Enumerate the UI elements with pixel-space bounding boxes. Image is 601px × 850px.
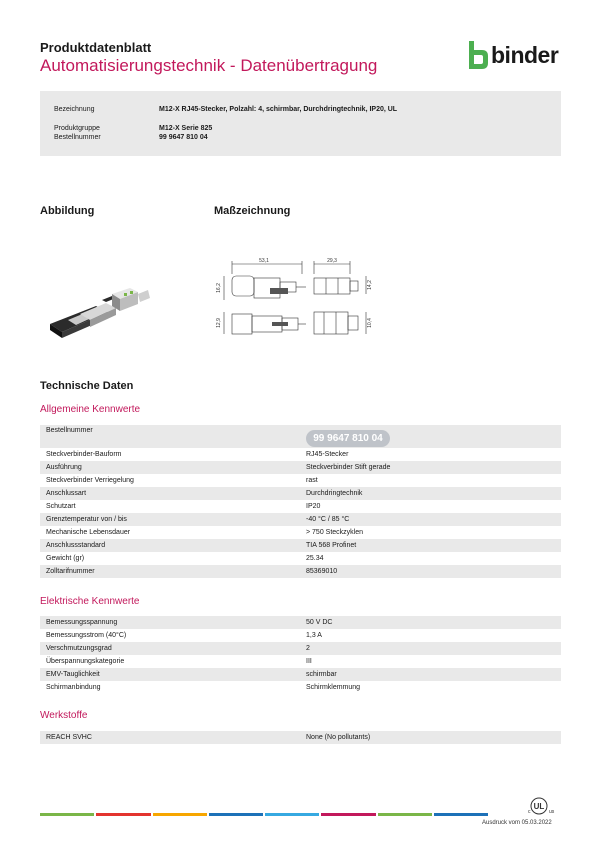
order-number-badge: 99 9647 810 04 (306, 430, 390, 447)
row-label: Anschlussart (46, 490, 87, 497)
designation-label: Bezeichnung (54, 106, 95, 113)
row-value: schirmbar (306, 671, 337, 678)
dim-bottom-left: 12,9 (216, 318, 222, 328)
row-label: EMV-Tauglichkeit (46, 671, 100, 678)
logo-wordmark: binder (491, 42, 559, 68)
dim-height-right: 14,2 (367, 280, 373, 290)
color-bar-segment (153, 813, 207, 816)
product-info-box (40, 91, 561, 156)
color-bar-segment (434, 813, 488, 816)
table-row (40, 448, 561, 461)
document-title: Automatisierungstechnik - Datenübertragung (40, 56, 378, 75)
table-row (40, 655, 561, 668)
svg-text:c: c (528, 809, 531, 815)
row-value: -40 °C / 85 °C (306, 516, 350, 523)
row-value: Durchdringtechnik (306, 490, 363, 497)
dim-bottom-right: 10,4 (367, 318, 373, 328)
figure-heading: Abbildung (40, 205, 95, 217)
row-label: Mechanische Lebensdauer (46, 529, 131, 536)
row-label: Anschlussstandard (46, 542, 106, 549)
electrical-section-title: Elektrische Kennwerte (40, 596, 140, 607)
dimension-drawing (214, 254, 374, 346)
table-row (40, 616, 561, 629)
table-row (40, 513, 561, 526)
dim-height-left: 16,2 (216, 283, 222, 293)
row-value: > 750 Steckzyklen (306, 529, 364, 536)
row-label: Schirmanbindung (46, 684, 101, 691)
table-row (40, 552, 561, 565)
row-label: Schutzart (46, 503, 76, 510)
row-label: Bemessungsstrom (40°C) (46, 632, 127, 639)
general-section-title: Allgemeine Kennwerte (40, 404, 141, 415)
color-bar-segment (321, 813, 375, 816)
technical-data-heading: Technische Daten (40, 380, 134, 392)
group-label: Produktgruppe (54, 125, 100, 132)
row-label: Zolltarifnummer (46, 568, 95, 575)
row-value: None (No pollutants) (306, 734, 371, 741)
dim-width-top: 29,3 (327, 258, 337, 264)
order-value: 99 9647 810 04 (159, 134, 208, 141)
row-value: 2 (306, 645, 310, 652)
binder-logo (468, 40, 568, 72)
dim-length: 53,1 (259, 258, 269, 264)
color-bar-segment (378, 813, 432, 816)
general-table (40, 448, 561, 578)
color-bar-segment (209, 813, 263, 816)
table-row (40, 642, 561, 655)
materials-section-title: Werkstoffe (40, 710, 88, 721)
document-type: Produktdatenblatt (40, 40, 152, 55)
svg-text:us: us (549, 809, 555, 815)
group-value: M12-X Serie 825 (159, 125, 213, 132)
electrical-table (40, 616, 561, 694)
table-row (40, 731, 561, 744)
row-label: Steckverbinder-Bauform (46, 451, 122, 458)
color-bar-segment (265, 813, 319, 816)
row-value: Schirmklemmung (306, 684, 361, 691)
table-row (40, 681, 561, 694)
row-value: rast (306, 477, 318, 484)
row-label: Grenztemperatur von / bis (46, 516, 127, 523)
table-row (40, 565, 561, 578)
row-label: Bemessungsspannung (46, 619, 118, 626)
row-value: III (306, 658, 312, 665)
drawing-heading: Maßzeichnung (214, 205, 291, 217)
table-row (40, 629, 561, 642)
table-row (40, 487, 561, 500)
row-label: Gewicht (gr) (46, 555, 85, 562)
ul-certification-icon (525, 797, 561, 815)
row-value: Steckverbinder Stift gerade (306, 464, 391, 471)
order-number-row (40, 425, 561, 448)
row-value: 85369010 (306, 568, 338, 575)
row-label: REACH SVHC (46, 734, 92, 741)
row-label: Ausführung (46, 464, 82, 471)
table-row (40, 668, 561, 681)
row-value: IP20 (306, 503, 321, 510)
color-bar-segment (96, 813, 150, 816)
row-label: Überspannungskategorie (46, 658, 125, 665)
row-value: RJ45-Stecker (306, 451, 349, 458)
row-value: 1,3 A (306, 632, 322, 639)
print-date: Ausdruck vom 05.03.2022 (482, 820, 552, 826)
footer-color-bar (40, 813, 490, 816)
designation-value: M12-X RJ45-Stecker, Polzahl: 4, schirmbar, Durchdringtechnik, IP20, UL (159, 106, 398, 113)
materials-table (40, 731, 561, 744)
row-value: 25.34 (306, 555, 324, 562)
row-label: Verschmutzungsgrad (46, 645, 112, 652)
binder-logo-icon (468, 40, 490, 70)
table-row (40, 539, 561, 552)
row-value: 50 V DC (306, 619, 333, 626)
table-row (40, 526, 561, 539)
order-number-label: Bestellnummer (46, 427, 93, 434)
table-row (40, 500, 561, 513)
table-row (40, 461, 561, 474)
cert-text: UL (533, 802, 545, 811)
row-value: TIA 568 Profinet (306, 542, 357, 549)
color-bar-segment (40, 813, 94, 816)
connector-product-image (46, 280, 156, 342)
order-label: Bestellnummer (54, 134, 101, 141)
table-row (40, 474, 561, 487)
row-label: Steckverbinder Verriegelung (46, 477, 134, 484)
